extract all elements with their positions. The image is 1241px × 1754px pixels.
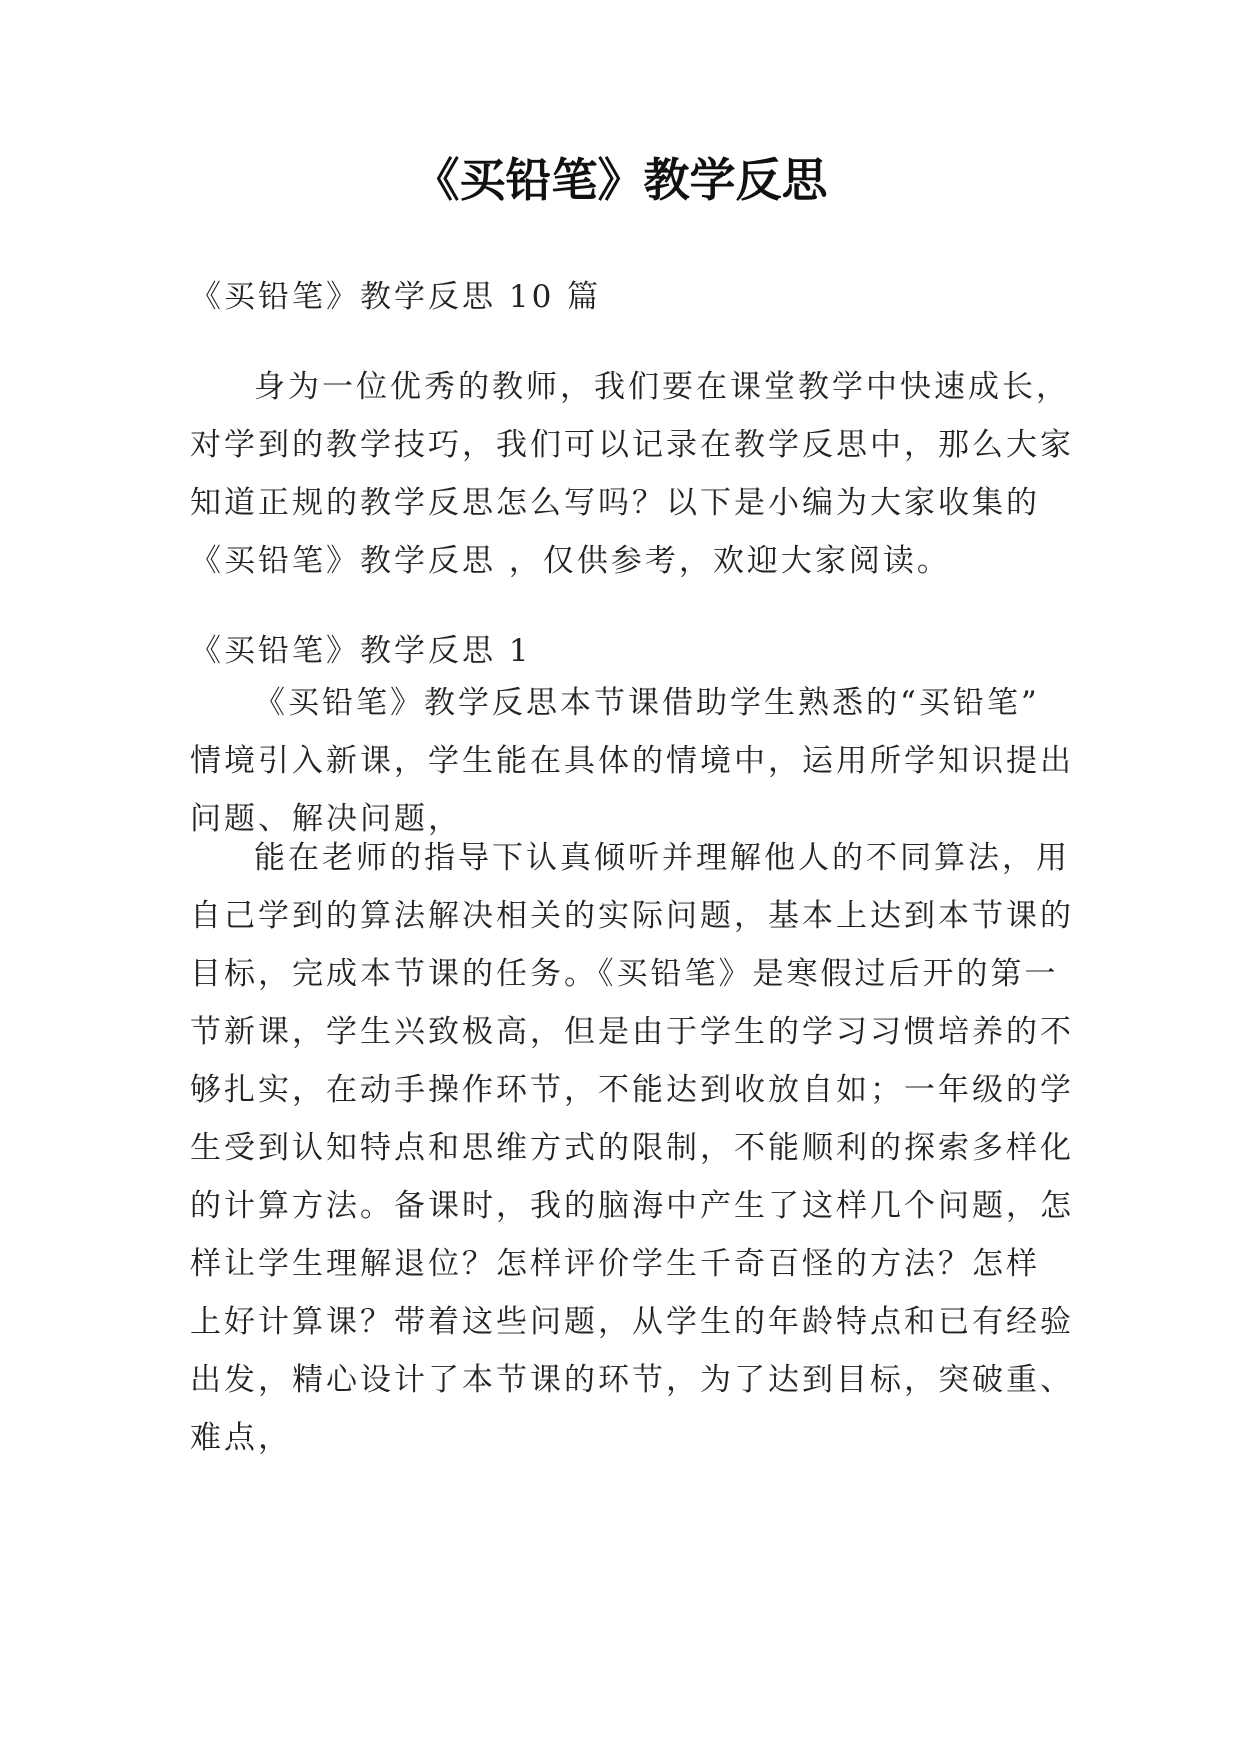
paragraph-line: 目标，完成本节课的任务。《买铅笔》是寒假过后开的第一	[190, 956, 1059, 992]
paragraph-line: 问题、解决问题，	[190, 801, 462, 837]
intro-line: 知道正规的教学反思怎么写吗？以下是小编为大家收集的	[190, 485, 1040, 521]
document-subtitle	[190, 268, 1070, 326]
intro-line: 身为一位优秀的教师，我们要在课堂教学中快速成长，	[254, 369, 1070, 405]
paragraph-line: 情境引入新课，学生能在具体的情境中，运用所学知识提出	[190, 743, 1074, 779]
paragraph-line: 出发，精心设计了本节课的环节，为了达到目标，突破重、	[190, 1362, 1074, 1398]
paragraph-line: 《买铅笔》教学反思本节课借助学生熟悉的“买铅笔”	[254, 685, 1040, 721]
paragraph-line: 生受到认知特点和思维方式的限制，不能顺利的探索多样化	[190, 1130, 1074, 1166]
section-heading	[190, 622, 1070, 680]
paragraph-line: 上好计算课？带着这些问题，从学生的年龄特点和已有经验	[190, 1304, 1074, 1340]
intro-line: 《买铅笔》教学反思 ，仅供参考，欢迎大家阅读。	[190, 543, 951, 579]
intro-line: 对学到的教学技巧，我们可以记录在教学反思中，那么大家	[190, 427, 1074, 463]
paragraph-line: 能在老师的指导下认真倾听并理解他人的不同算法，用	[254, 840, 1070, 876]
paragraph-line: 难点，	[190, 1420, 292, 1456]
paragraph-line: 节新课，学生兴致极高，但是由于学生的学习习惯培养的不	[190, 1014, 1074, 1050]
paragraph-2	[190, 829, 1074, 1467]
paragraph-line: 样让学生理解退位？怎样评价学生千奇百怪的方法？怎样	[190, 1246, 1040, 1282]
intro-paragraph	[190, 358, 1074, 590]
document-title: 《买铅笔》教学反思	[413, 153, 828, 207]
section-heading-line: 《买铅笔》教学反思 1	[190, 633, 532, 669]
paragraph-line: 自己学到的算法解决相关的实际问题，基本上达到本节课的	[190, 898, 1074, 934]
paragraph-line: 够扎实，在动手操作环节，不能达到收放自如；一年级的学	[190, 1072, 1074, 1108]
paragraph-1	[190, 674, 1074, 848]
paragraph-line: 的计算方法。备课时，我的脑海中产生了这样几个问题，怎	[190, 1188, 1074, 1224]
subtitle-line: 《买铅笔》教学反思 10 篇	[190, 279, 602, 315]
